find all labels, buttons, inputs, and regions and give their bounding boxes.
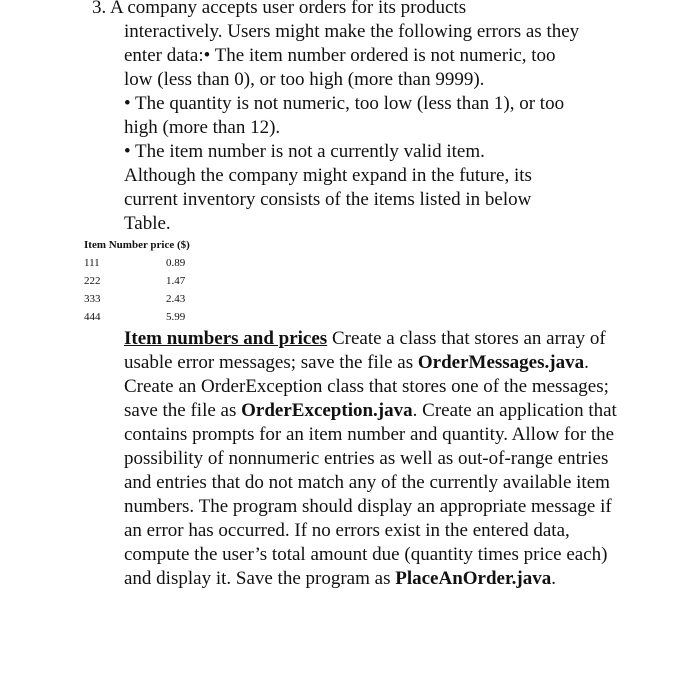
table-row <box>84 308 190 326</box>
file-name-order-exception: OrderException.java <box>241 400 413 421</box>
task-text-segment: . <box>551 568 556 589</box>
question-line: Although the company might expand in the future, its <box>124 165 532 186</box>
task-text-segment: Create a class that stores an array of usable error messages; save the file as <box>124 328 606 373</box>
question-line: current inventory consists of the items listed in below <box>124 189 532 210</box>
question-line: • The quantity is not numeric, too low (less than 1), or too <box>124 93 565 114</box>
question-text <box>92 0 632 236</box>
table-row <box>84 254 190 272</box>
item-number: 111 <box>84 257 100 269</box>
item-number: 333 <box>84 293 101 305</box>
item-number: 222 <box>84 275 101 287</box>
price-table <box>84 236 190 326</box>
item-price: 0.89 <box>166 257 186 269</box>
question-line: A company accepts user orders for its products <box>109 0 467 18</box>
file-name-order-messages: OrderMessages.java <box>417 352 585 373</box>
task-text-segment: . Create an OrderException class that stores one of the messages; save the file as <box>124 352 609 421</box>
question-line: enter data:• The item number ordered is not numeric, too <box>124 45 556 66</box>
question-line: • The item number is not a currently valid item. <box>124 141 485 162</box>
item-price: 1.47 <box>166 275 186 287</box>
question-line: Table. <box>124 213 171 234</box>
file-name-place-an-order: PlaceAnOrder.java <box>395 568 552 589</box>
table-row <box>84 290 190 308</box>
item-price: 2.43 <box>166 293 186 305</box>
question-line: interactively. Users might make the following errors as they <box>124 21 580 42</box>
task-heading: Item numbers and prices <box>124 328 328 349</box>
question-number: 3. <box>92 0 107 18</box>
question-line: high (more than 12). <box>124 117 281 138</box>
question-line: low (less than 0), or too high (more than 9999). <box>124 69 485 90</box>
item-number: 444 <box>84 311 101 323</box>
table-header: Item Number price ($) <box>84 239 190 251</box>
table-row <box>84 272 190 290</box>
task-text-segment: . Create an application that contains prompts for an item number and quantity. Allow for the possibility of nonnumeric entries as well as out-of-range entries and entries that do not match any of the currently available item numbers. The program should display an appropriate message if an error has occurred. If no errors exist in the entered data, compute the user’s total amount due (quantity times price each) and display it. Save the program as <box>124 400 617 589</box>
item-price: 5.99 <box>166 311 186 323</box>
task-text <box>124 327 624 591</box>
